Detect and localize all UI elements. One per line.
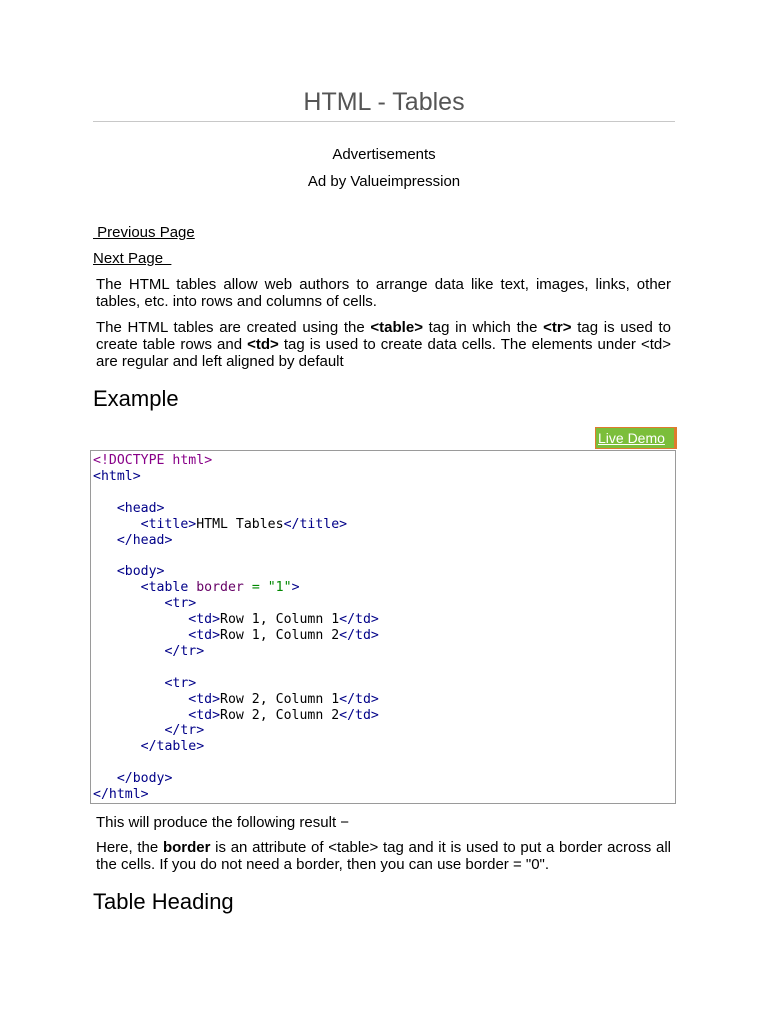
tr-tag-bold: <tr> — [543, 319, 572, 336]
code-token: <html> — [93, 468, 141, 484]
code-token: </html> — [93, 787, 149, 803]
code-block — [90, 450, 676, 804]
intro-paragraph-2 — [96, 319, 671, 370]
next-page-link[interactable]: Next Page — [93, 250, 172, 267]
result-text: Here, the — [96, 839, 163, 856]
code-token: border — [196, 580, 244, 596]
result-text: is an attribute of <table> tag and it is used to put a border across all the cells. If you do not need a border, then you can use border = "0". — [96, 839, 671, 873]
intro-text: tag in which the — [422, 319, 544, 336]
advertisements-label: Advertisements — [332, 146, 436, 163]
title-divider — [93, 121, 675, 122]
code-token: <td> — [188, 627, 221, 643]
code-token: html — [172, 453, 205, 468]
code-token: <tr> — [164, 675, 197, 691]
code-token: Row 1, Column 2 — [220, 627, 340, 643]
code-token: </td> — [339, 691, 379, 707]
code-token: </body> — [116, 771, 173, 787]
result-paragraph-1: This will produce the following result − — [96, 814, 350, 831]
code-token: </title> — [283, 516, 348, 532]
code-token: Row 2, Column 1 — [220, 691, 340, 707]
code-token: <td> — [188, 691, 221, 707]
live-demo-button[interactable]: Live Demo — [595, 427, 677, 449]
code-token: <title> — [140, 516, 197, 532]
table-tag-bold: <table> — [370, 319, 423, 336]
code-token: > — [204, 453, 213, 468]
intro-text: tag is used to create table rows and — [96, 319, 671, 353]
intro-paragraph-1: The HTML tables allow web authors to arrange data like text, images, links, other tables, etc. into rows and columns of cells. — [96, 276, 671, 310]
code-token: </td> — [339, 612, 379, 628]
code-token: </td> — [339, 627, 379, 643]
code-listing — [91, 451, 675, 803]
border-bold: border — [162, 839, 211, 856]
intro-text: tag is used to create data cells. The elements under <td> are regular and left aligned by default — [96, 336, 671, 370]
code-token: <!DOCTYPE — [93, 453, 165, 468]
td-tag-bold: <td> — [247, 336, 279, 353]
table-heading-heading: Table Heading — [93, 889, 234, 914]
code-token: <head> — [116, 500, 165, 516]
code-token: </td> — [339, 707, 379, 723]
code-token: Row 2, Column 2 — [220, 707, 340, 723]
ad-by-label[interactable]: Ad by Valueimpression — [307, 173, 461, 190]
code-token: </head> — [116, 532, 173, 548]
code-token: <body> — [116, 564, 165, 580]
page-title: HTML - Tables — [303, 88, 465, 116]
code-token: = — [251, 580, 260, 596]
result-paragraph-2 — [96, 839, 671, 873]
code-token: "1" — [267, 580, 292, 596]
intro-text: The HTML tables are created using the — [96, 319, 371, 336]
code-token: > — [291, 580, 300, 596]
code-token: <td> — [188, 707, 221, 723]
code-token: <tr> — [164, 596, 197, 612]
code-token: Row 1, Column 1 — [220, 612, 340, 628]
code-token: <td> — [188, 612, 221, 628]
example-heading: Example — [93, 386, 179, 411]
code-token: </tr> — [164, 723, 205, 739]
previous-page-link[interactable]: Previous Page — [93, 224, 195, 241]
code-token: </tr> — [164, 643, 205, 659]
code-token: HTML Tables — [196, 516, 284, 532]
code-token: <table — [140, 580, 189, 596]
code-token: </table> — [140, 739, 205, 755]
